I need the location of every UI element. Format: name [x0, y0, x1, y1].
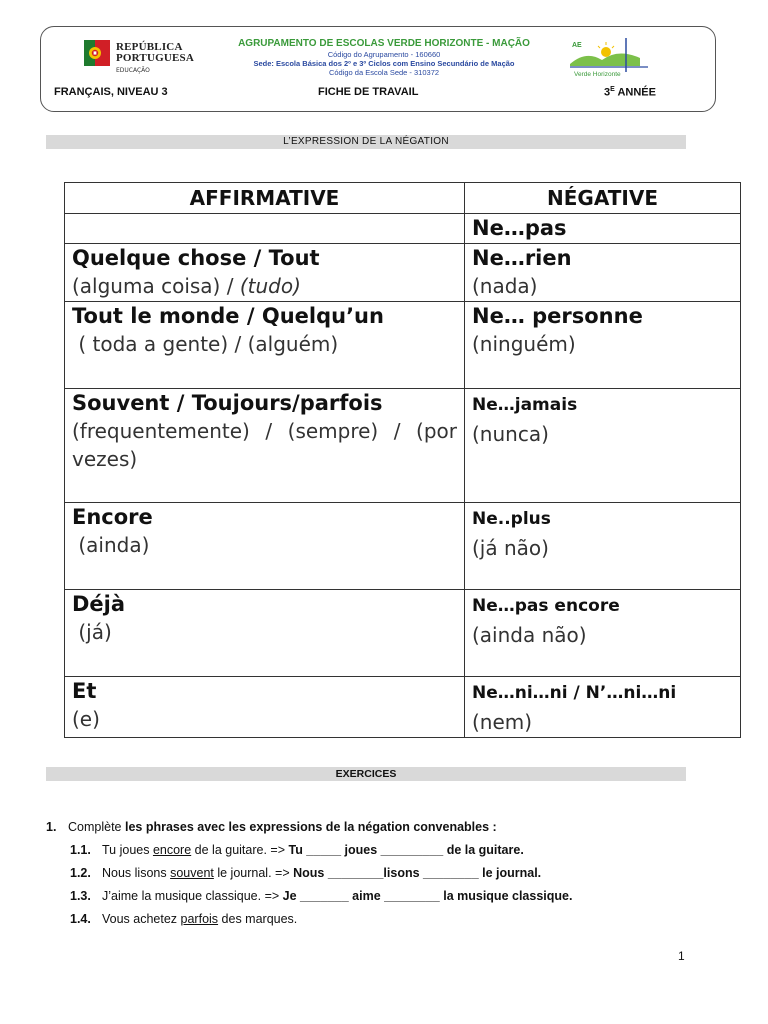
negative-cell: Ne…jamais (nunca) — [465, 389, 741, 503]
table-row — [65, 590, 741, 677]
affirmative-cell: Et (e) — [65, 677, 465, 738]
negative-cell: Ne…pas encore (ainda não) — [465, 590, 741, 677]
affirmative-cell: Encore (ainda) — [65, 503, 465, 590]
affirmative-cell: Déjà (já) — [65, 590, 465, 677]
exercise-item: 1.3. J’aime la musique classique. => Je _______ aime ________ la musique classique. — [70, 889, 573, 903]
school-info — [204, 38, 564, 77]
table-row — [65, 302, 741, 389]
negative-cell: Ne..plus (já não) — [465, 503, 741, 590]
section-title: L’EXPRESSION DE LA NÉGATION — [46, 135, 686, 149]
school-seat-code: Código da Escola Sede - 310372 — [328, 68, 440, 77]
page-number: 1 — [678, 949, 685, 963]
exercise-item: 1.1. Tu joues encore de la guitare. => Tu _____ joues _________ de la guitare. — [70, 843, 524, 857]
header-affirmative: AFFIRMATIVE — [65, 183, 465, 214]
school-year: $3^E$ ANNÉE — [604, 86, 656, 99]
table-row — [65, 677, 741, 738]
negative-cell: Ne…pas — [465, 214, 741, 244]
table-row — [65, 214, 741, 244]
exercise-instruction: 1. Complète les phrases avec les expressions de la négation convenables : — [46, 820, 497, 834]
exercise-block — [46, 816, 726, 931]
educacao-label: EDUCAÇÃO — [116, 67, 150, 74]
ae-logo-text: AE — [572, 42, 582, 49]
affirmative-cell: Quelque chose / Tout (alguma coisa) / (tudo) — [65, 244, 465, 302]
exercises-title: EXERCICES — [46, 767, 686, 781]
negation-table — [64, 182, 741, 738]
negative-cell: Ne… personne (ninguém) — [465, 302, 741, 389]
affirmative-cell — [65, 214, 465, 244]
school-name: AGRUPAMENTO DE ESCOLAS VERDE HORIZONTE - MAÇÃO — [238, 38, 530, 49]
exercise-item: 1.2. Nous lisons souvent le journal. => Nous ________lisons ________ le journal. — [70, 866, 542, 880]
republica-portuguesa-title: REPÚBLICA PORTUGUESA — [116, 41, 195, 64]
republica-portuguesa-emblem-icon — [84, 40, 110, 66]
worksheet-label: FICHE DE TRAVAIL — [318, 86, 419, 98]
exercise-item: 1.4. Vous achetez parfois des marques. — [70, 912, 298, 926]
affirmative-cell: Souvent / Toujours/parfois (frequentemente) / (sempre) / (por vezes) — [65, 389, 465, 503]
course-level: FRANÇAIS, NIVEAU 3 — [54, 86, 168, 98]
table-row — [65, 389, 741, 503]
table-row — [65, 503, 741, 590]
affirmative-cell: Tout le monde / Quelqu’un ( toda a gente) / (alguém) — [65, 302, 465, 389]
table-header-row — [65, 183, 741, 214]
negative-cell: Ne…rien (nada) — [465, 244, 741, 302]
verde-horizonte-logo-icon — [566, 36, 656, 80]
table-row — [65, 244, 741, 302]
negative-cell: Ne…ni…ni / N’…ni…ni (nem) — [465, 677, 741, 738]
school-code: Código do Agrupamento - 160660 — [327, 50, 441, 59]
school-seat: Sede: Escola Básica dos 2º e 3º Ciclos com Ensino Secundário de Mação — [253, 59, 515, 68]
header-negative: NÉGATIVE — [465, 183, 741, 214]
ae-logo-caption: Verde Horizonte — [574, 71, 621, 78]
